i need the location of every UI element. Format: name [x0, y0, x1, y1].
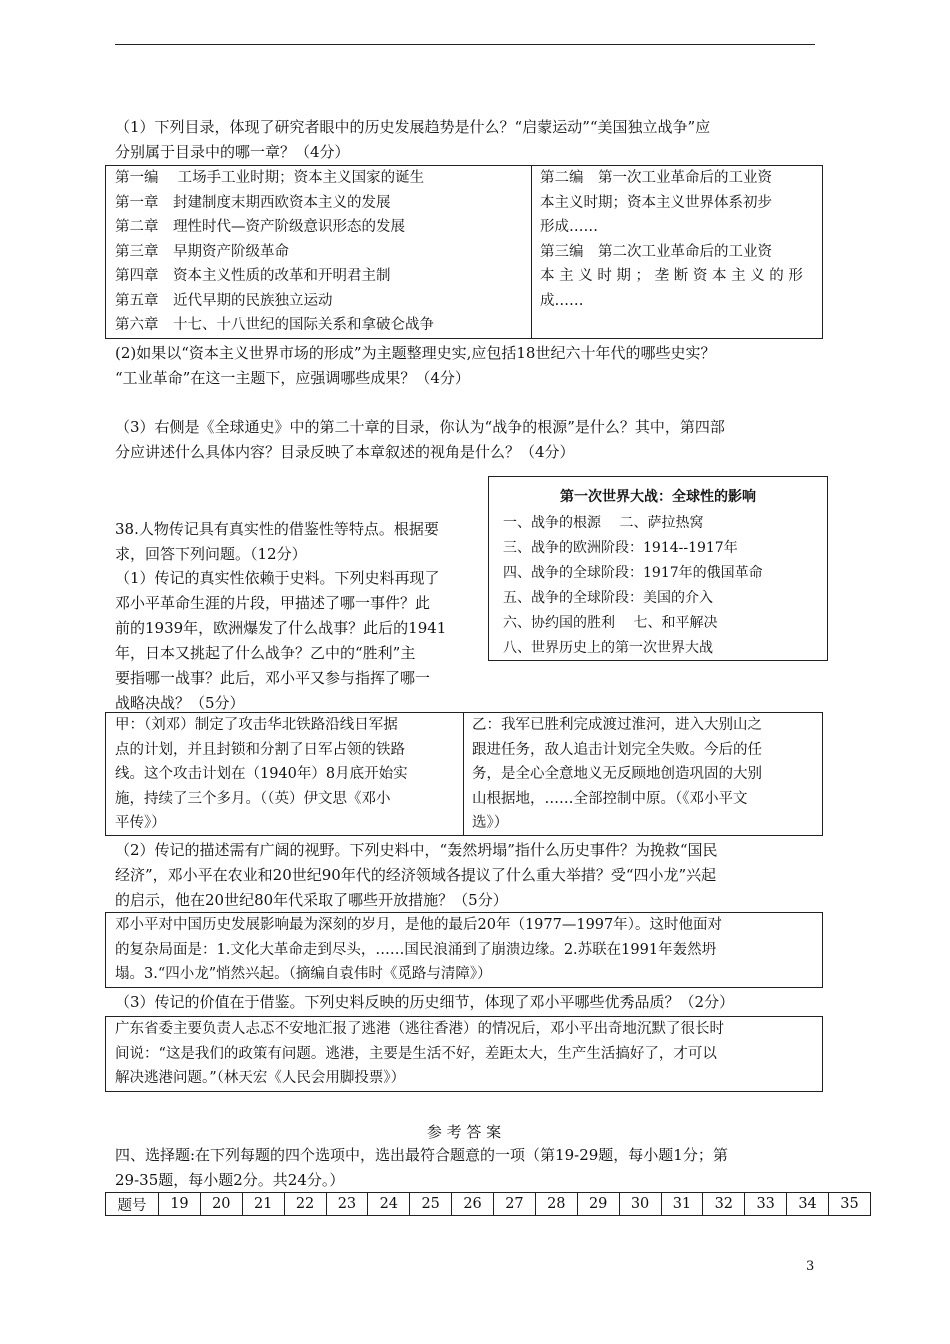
table-cell: 35 — [829, 1193, 871, 1216]
source-box-2 — [105, 912, 823, 988]
answers-heading: 参 考 答 案 — [426, 1123, 502, 1141]
toc-left-column: 第一编 工场手工业时期；资本主义国家的诞生 第一章 封建制度末期西欧资本主义的发展 第二章 理性时代—资产阶级意识形态的发展 第三章 早期资产阶级革命 第四章 资本主义性质的改革和开明君主制 第五章 近代早期的民族独立运动 第六章 十七、十八世纪的国际关系和拿破仑战争 — [115, 170, 434, 333]
list-item: 一、战争的根源 二、萨拉热窝 — [503, 515, 704, 531]
table-cell: 31 — [661, 1193, 703, 1216]
list-item: 八、世界历史上的第一次世界大战 — [503, 640, 713, 656]
list-item: 六、协约国的胜利 七、和平解决 — [503, 615, 718, 631]
table-cell: 29 — [577, 1193, 619, 1216]
page-number: 3 — [806, 1259, 815, 1274]
toc-divider — [531, 166, 532, 338]
table-cell: 34 — [787, 1193, 829, 1216]
table-cell: 20 — [200, 1193, 242, 1216]
q37-part3-question: （3）右侧是《全球通史》中的第二十章的目录，你认为“战争的根源”是什么？其中，第四部 分应讲述什么具体内容？目录反映了本章叙述的视角是什么？（4分） — [115, 418, 725, 461]
source-box-3 — [105, 1016, 823, 1092]
q37-part1-question: （1）下列目录，体现了研究者眼中的历史发展趋势是什么？“启蒙运动”“美国独立战争”应 分别属于目录中的哪一章？（4分） — [115, 118, 711, 161]
sources-table — [105, 712, 823, 836]
table-cell: 32 — [703, 1193, 745, 1216]
table-row — [106, 1193, 871, 1216]
list-item: 三、战争的欧洲阶段：1914--1917年 — [503, 540, 738, 556]
ww1-contents-box — [488, 476, 828, 661]
ww1-contents-title: 第一次世界大战：全球性的影响 — [560, 489, 756, 505]
table-header-cell: 题号 — [106, 1193, 159, 1216]
table-cell: 28 — [535, 1193, 577, 1216]
table-cell: 25 — [410, 1193, 452, 1216]
sources-divider — [463, 713, 464, 835]
source-box-3-text: 广东省委主要负责人忐忑不安地汇报了逃港（逃往香港）的情况后，邓小平出奇地沉默了很长时 间说：“这是我们的政策有问题。逃港，主要是生活不好，差距太大，生产生活搞好了，才可以 解决逃港问题。”（林天宏《人民会用脚投票》） — [115, 1021, 724, 1086]
table-cell: 24 — [368, 1193, 410, 1216]
table-cell: 30 — [619, 1193, 661, 1216]
source-box-2-text: 邓小平对中国历史发展影响最为深刻的岁月，是他的最后20年（1977—1997年）。这时他面对 的复杂局面是：1.文化大革命走到尽头，……国民浪涌到了崩溃边缘。2.苏联在1991年轰然坍 塌。3.“四小龙”悄然兴起。（摘编自袁伟时《觅路与清障》） — [115, 917, 723, 982]
table-cell: 27 — [494, 1193, 536, 1216]
q38-intro: 38.人物传记具有真实性的借鉴性等特点。根据要 求，回答下列问题。（12分） — [115, 520, 439, 563]
q38-part2-question: （2）传记的描述需有广阔的视野。下列史料中，“轰然坍塌”指什么历史事件？为挽救“国民 经济”，邓小平在农业和20世纪90年代的经济领域各提议了什么重大举措？受“四小龙”兴起 的启示，他在20世纪80年代采取了哪些开放措施？（5分） — [115, 841, 718, 909]
list-item: 五、战争的全球阶段：美国的介入 — [503, 590, 713, 606]
list-item: 四、战争的全球阶段：1917年的俄国革命 — [503, 565, 763, 581]
answer-table — [105, 1192, 871, 1216]
table-cell: 23 — [326, 1193, 368, 1216]
table-cell: 33 — [745, 1193, 787, 1216]
header-rule — [115, 44, 815, 45]
table-cell: 26 — [452, 1193, 494, 1216]
table-cell: 21 — [242, 1193, 284, 1216]
q38-part3-question: （3）传记的价值在于借鉴。下列史料反映的历史细节，体现了邓小平哪些优秀品质？（2分） — [115, 993, 735, 1011]
table-cell: 19 — [159, 1193, 201, 1216]
toc-table — [105, 165, 823, 339]
source-yi: 乙：我军已胜利完成渡过淮河，进入大别山之 跟进任务，敌人追击计划完全失败。今后的任 务，是全心全意地义无反顾地创造巩固的大别 山根据地，……全部控制中原。（《邓小平文 选》） — [472, 717, 762, 831]
source-jia: 甲：（刘邓）制定了攻击华北铁路沿线日军据 点的计划，并且封锁和分割了日军占领的铁路 线。这个攻击计划在（1940年）8月底开始实 施，持续了三个多月。（（英）伊文思《邓小 平传》） — [115, 717, 408, 831]
table-cell: 22 — [284, 1193, 326, 1216]
toc-right-column: 第二编 第一次工业革命后的工业资 本主义时期；资本主义世界体系初步 形成…… 第三编 第二次工业革命后的工业资 本 主 义 时 期 ； 垄 断 资 本 主 义 的 形 成…… — [540, 170, 803, 309]
q38-part1-question: （1）传记的真实性依赖于史料。下列史料再现了 邓小平革命生涯的片段，甲描述了哪一事件？此 前的1939年，欧洲爆发了什么战事？此后的1941 年，日本又挑起了什么战争？乙中的“胜利”主 要指哪一战事？此后，邓小平又参与指挥了哪一 战略决战？（5分） — [115, 569, 447, 712]
answers-instruction: 四、选择题:在下列每题的四个选项中，选出最符合题意的一项（第19-29题，每小题1分；第 29-35题，每小题2分。共24分。） — [115, 1146, 728, 1189]
q37-part2-question: (2)如果以“资本主义世界市场的形成”为主题整理史实,应包括18世纪六十年代的哪些史实？ “工业革命”在这一主题下，应强调哪些成果？（4分） — [115, 344, 716, 387]
ww1-contents-list — [489, 511, 827, 661]
